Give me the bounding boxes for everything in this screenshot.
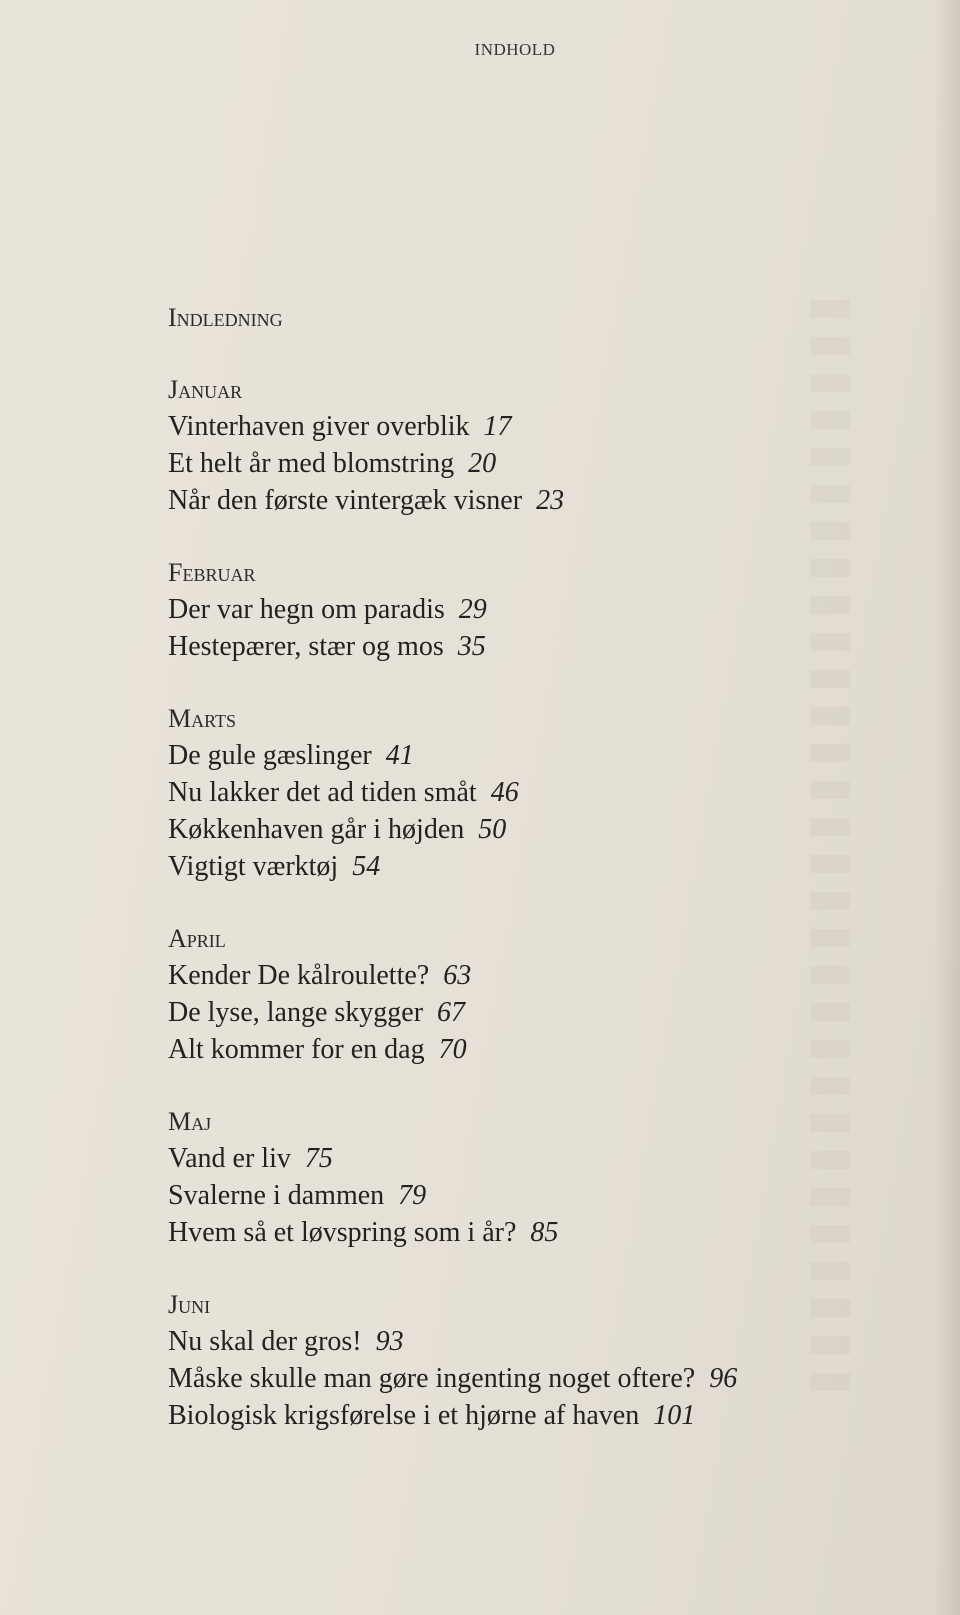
toc-section-juni [168, 1287, 868, 1434]
toc-entry [168, 445, 868, 482]
toc-entry [168, 774, 868, 811]
toc-section-januar [168, 372, 868, 519]
entry-title: Svalerne i dammen [168, 1180, 385, 1211]
entry-page-number: 96 [709, 1363, 738, 1394]
page-header: INDHOLD [474, 40, 556, 59]
entry-title: De lyse, lange skygger [168, 997, 424, 1028]
entry-title: Måske skulle man gøre ingenting noget oftere? [168, 1363, 696, 1394]
table-of-contents [168, 300, 868, 1470]
entry-title: Hvem så et løvspring som i år? [168, 1217, 517, 1248]
entry-title: Nu skal der gros! [168, 1326, 362, 1357]
entry-page-number: 75 [304, 1143, 333, 1174]
entry-page-number: 23 [536, 485, 565, 516]
toc-entry [168, 1360, 868, 1397]
page-edge-shadow [934, 0, 960, 1615]
entry-title: Når den første vintergæk visner [168, 485, 523, 516]
entry-title: Nu lakker det ad tiden småt [168, 777, 477, 808]
entry-page-number: 85 [530, 1217, 559, 1248]
entry-title: Et helt år med blomstring [168, 448, 455, 479]
entry-title: Alt kommer for en dag [168, 1034, 425, 1065]
toc-section-februar [168, 555, 868, 665]
entry-page-number: 50 [478, 814, 507, 845]
entry-page-number: 70 [438, 1034, 467, 1065]
month-heading: Marts [168, 704, 237, 733]
toc-entry [168, 482, 868, 519]
toc-entry [168, 1177, 868, 1214]
entry-title: Biologisk krigsførelse i et hjørne af haven [168, 1400, 640, 1431]
entry-title: Vand er liv [168, 1143, 291, 1174]
month-heading: April [168, 924, 226, 953]
toc-entry [168, 737, 868, 774]
entry-page-number: 17 [483, 411, 512, 442]
toc-entry [168, 408, 868, 445]
entry-title: De gule gæslinger [168, 740, 372, 771]
month-heading: Maj [168, 1107, 212, 1136]
entry-page-number: 101 [653, 1400, 696, 1431]
entry-title: Der var hegn om paradis [168, 594, 445, 625]
entry-page-number: 35 [457, 631, 486, 662]
toc-entry [168, 628, 868, 665]
toc-section-april [168, 921, 868, 1068]
entry-title: Hestepærer, stær og mos [168, 631, 444, 662]
toc-entry [168, 848, 868, 885]
toc-entry [168, 957, 868, 994]
entry-title: Køkkenhaven går i højden [168, 814, 465, 845]
toc-entry [168, 1214, 868, 1251]
toc-entry [168, 994, 868, 1031]
entry-title: Vinterhaven giver overblik [168, 411, 470, 442]
month-heading: Februar [168, 558, 256, 587]
entry-page-number: 29 [458, 594, 487, 625]
toc-entry [168, 1031, 868, 1068]
month-heading: Juni [168, 1290, 211, 1319]
toc-entry [168, 1140, 868, 1177]
entry-page-number: 67 [437, 997, 466, 1028]
entry-page-number: 41 [385, 740, 414, 771]
toc-entry [168, 1323, 868, 1360]
toc-entry [168, 591, 868, 628]
entry-title: Vigtigt værktøj [168, 851, 339, 882]
entry-page-number: 93 [375, 1326, 404, 1357]
entry-page-number: 79 [398, 1180, 427, 1211]
toc-entry [168, 811, 868, 848]
entry-page-number: 54 [352, 851, 381, 882]
toc-section-maj [168, 1104, 868, 1251]
entry-page-number: 63 [443, 960, 472, 991]
month-heading: Januar [168, 375, 243, 404]
entry-page-number: 20 [468, 448, 497, 479]
toc-section-marts [168, 701, 868, 885]
entry-page-number: 46 [490, 777, 519, 808]
entry-title: Kender De kålroulette? [168, 960, 430, 991]
toc-entry [168, 1397, 868, 1434]
toc-intro: Indledning [168, 303, 283, 332]
